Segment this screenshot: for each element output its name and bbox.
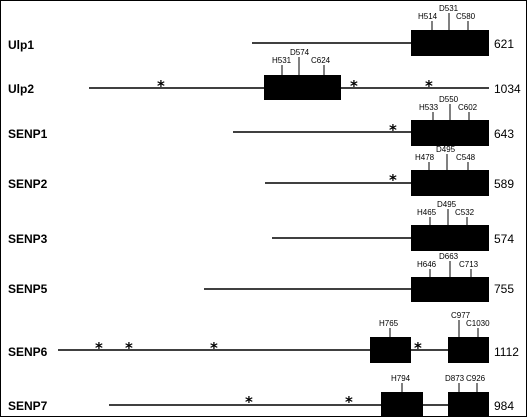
protein-length-ulp1: 621 <box>494 37 515 51</box>
protein-length-senp2: 589 <box>494 177 515 191</box>
star-marker: * <box>389 121 397 139</box>
protein-name-senp2: SENP2 <box>8 177 48 191</box>
star-marker: * <box>125 339 133 357</box>
star-marker: * <box>414 339 422 357</box>
residue-label-d663: D663 <box>439 252 459 261</box>
protease-domain-n-senp7 <box>381 392 423 416</box>
protein-length-senp6: 1112 <box>494 345 519 359</box>
protease-domain-c-senp6 <box>448 337 489 363</box>
residue-label-c602: C602 <box>458 103 478 112</box>
residue-label-c713: C713 <box>459 260 479 269</box>
star-marker: * <box>157 77 165 95</box>
protease-domain-ulp1 <box>411 30 489 56</box>
protease-domain-n-senp6 <box>370 337 411 363</box>
star-marker: * <box>95 339 103 357</box>
residue-label-h465: H465 <box>417 208 437 217</box>
residue-label-d574: D574 <box>290 48 310 57</box>
star-marker: * <box>345 393 353 411</box>
protein-name-senp1: SENP1 <box>8 127 48 141</box>
protein-name-senp7: SENP7 <box>8 399 48 413</box>
protein-name-senp5: SENP5 <box>8 282 48 296</box>
protein-length-senp3: 574 <box>494 232 515 246</box>
residue-label-c532: C532 <box>455 208 475 217</box>
residue-label-c548: C548 <box>456 153 476 162</box>
star-marker: * <box>350 77 358 95</box>
residue-label-d531: D531 <box>439 4 459 13</box>
residue-label-h531: H531 <box>272 56 292 65</box>
residue-label-c977: C977 <box>451 311 471 320</box>
protein-length-senp5: 755 <box>494 282 515 296</box>
residue-label-h794: H794 <box>391 374 411 383</box>
star-marker: * <box>389 171 397 189</box>
protein-name-ulp1: Ulp1 <box>8 38 35 52</box>
residue-label-d495: D495 <box>437 200 457 209</box>
residue-label-c1030: C1030 <box>466 319 490 328</box>
residue-label-h533: H533 <box>419 103 439 112</box>
protein-length-senp7: 984 <box>494 399 515 413</box>
protease-domain-senp1 <box>411 120 489 146</box>
protein-name-senp3: SENP3 <box>8 232 48 246</box>
residue-label-d495: D495 <box>436 145 456 154</box>
residue-label-h478: H478 <box>415 153 435 162</box>
protease-domain-senp3 <box>411 225 489 251</box>
protease-domain-c-senp7 <box>448 392 489 416</box>
residue-label-d873: D873 <box>445 374 465 383</box>
protein-length-senp1: 643 <box>494 127 515 141</box>
protein-name-senp6: SENP6 <box>8 345 48 359</box>
star-marker: * <box>210 339 218 357</box>
star-marker: * <box>245 393 253 411</box>
protease-domain-senp5 <box>411 277 489 302</box>
residue-label-c926: C926 <box>466 374 486 383</box>
protease-domain-ulp2 <box>264 75 341 100</box>
residue-label-c580: C580 <box>456 12 476 21</box>
protein-length-ulp2: 1034 <box>494 82 521 96</box>
residue-label-c624: C624 <box>311 56 331 65</box>
star-marker: * <box>425 77 433 95</box>
protease-domain-senp2 <box>411 170 489 196</box>
residue-label-h646: H646 <box>417 260 437 269</box>
residue-label-h514: H514 <box>418 12 438 21</box>
residue-label-d550: D550 <box>439 95 459 104</box>
protein-name-ulp2: Ulp2 <box>8 82 35 96</box>
domain-diagram <box>1 1 526 416</box>
residue-label-h765: H765 <box>379 319 399 328</box>
